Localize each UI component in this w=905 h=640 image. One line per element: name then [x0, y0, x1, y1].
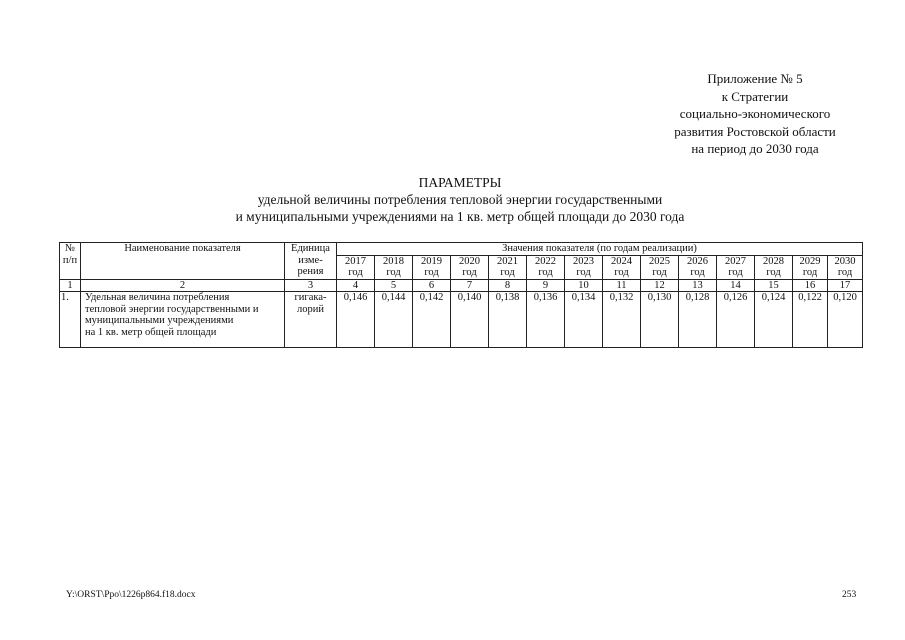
footer-file-path: Y:\ORST\Ppo\1226p864.f18.docx — [66, 590, 196, 600]
header-year-word: год — [462, 267, 477, 278]
header-year-cell — [451, 255, 489, 279]
header-year-word: год — [614, 267, 629, 278]
header-year-word: год — [837, 267, 853, 278]
row-value-cell: 0,120 — [828, 292, 863, 348]
header-year: 2022 — [535, 255, 556, 267]
column-number-cell: 11 — [603, 279, 641, 292]
row-value-cell: 0,122 — [793, 292, 828, 348]
header-year-cell — [755, 255, 793, 279]
header-row — [60, 243, 863, 256]
column-number-cell: 1 — [60, 279, 81, 292]
header-year-cell — [337, 255, 375, 279]
appendix-line: Приложение № 5 — [707, 71, 803, 86]
header-year: 2018 — [383, 255, 404, 267]
row-name-line: Удельная величина потребления — [85, 292, 230, 303]
header-year: 2020 — [459, 255, 480, 267]
header-unit-l2: изме- — [298, 254, 323, 266]
header-name-cell: Наименование показателя — [81, 243, 285, 280]
header-year: 2030 — [834, 255, 856, 267]
row-value-cell: 0,124 — [755, 292, 793, 348]
header-values-group: Значения показателя (по годам реализации) — [337, 243, 863, 256]
header-year-word: год — [802, 267, 818, 278]
header-year: 2027 — [725, 255, 746, 267]
row-value-cell: 0,142 — [413, 292, 451, 348]
header-unit-l3: рения — [297, 266, 324, 277]
title-line: и муниципальными учреждениями на 1 кв. метр общей площади до 2030 года — [235, 209, 685, 224]
header-year-word: год — [500, 267, 515, 278]
row-value-cell: 0,136 — [527, 292, 565, 348]
column-number-cell: 5 — [375, 279, 413, 292]
header-year-cell — [375, 255, 413, 279]
header-year: 2019 — [421, 255, 442, 267]
header-num-l2: п/п — [62, 254, 78, 266]
row-value-cell: 0,132 — [603, 292, 641, 348]
column-number-cell: 13 — [679, 279, 717, 292]
column-number-cell: 9 — [527, 279, 565, 292]
parameters-table — [59, 242, 863, 348]
row-name-line: на 1 кв. метр общей площади — [85, 326, 217, 338]
header-year-cell — [603, 255, 641, 279]
appendix-line: на период до 2030 года — [691, 141, 819, 156]
header-year-word: год — [728, 267, 743, 278]
header-unit-l1: Единица — [291, 243, 330, 254]
column-number-cell: 10 — [565, 279, 603, 292]
row-name-line: тепловой энергии государственными и — [85, 303, 259, 315]
header-year-word: год — [576, 267, 591, 278]
header-year: 2028 — [763, 255, 784, 267]
header-year: 2023 — [573, 255, 594, 267]
column-number-cell: 14 — [717, 279, 755, 292]
header-year-word: год — [690, 267, 705, 278]
column-number-cell: 17 — [828, 279, 863, 292]
header-year-word: год — [538, 267, 553, 278]
column-number-cell: 8 — [489, 279, 527, 292]
row-unit-cell — [285, 292, 337, 348]
document-title — [150, 174, 770, 225]
header-year-cell — [679, 255, 717, 279]
row-name-cell — [81, 292, 285, 348]
header-num-cell — [60, 243, 81, 280]
header-year-cell — [641, 255, 679, 279]
row-name-line: муниципальными учреждениями — [85, 315, 234, 326]
row-num-cell: 1. — [60, 292, 81, 348]
row-value-cell: 0,144 — [375, 292, 413, 348]
header-year-cell — [489, 255, 527, 279]
row-value-cell: 0,128 — [679, 292, 717, 348]
row-value-cell: 0,140 — [451, 292, 489, 348]
header-year: 2026 — [687, 255, 708, 267]
column-number-cell: 12 — [641, 279, 679, 292]
row-unit-l1: гигака- — [294, 292, 327, 303]
header-year: 2024 — [611, 255, 632, 267]
title-line-main: ПАРАМЕТРЫ — [418, 175, 502, 190]
column-number-cell: 3 — [285, 279, 337, 292]
header-year-cell — [793, 255, 828, 279]
header-year: 2025 — [649, 255, 670, 267]
column-number-row — [60, 279, 863, 292]
column-number-cell: 15 — [755, 279, 793, 292]
header-year: 2029 — [799, 255, 821, 267]
footer-page-number: 253 — [842, 590, 857, 600]
row-unit-l2: лорий — [297, 303, 324, 315]
column-number-cell: 4 — [337, 279, 375, 292]
header-year-cell — [527, 255, 565, 279]
row-value-cell: 0,138 — [489, 292, 527, 348]
title-line: удельной величины потребления тепловой энергии государственными — [257, 192, 663, 207]
row-value-cell: 0,146 — [337, 292, 375, 348]
header-num-l1: № — [64, 243, 76, 254]
header-unit-cell — [285, 243, 337, 280]
row-value-cell: 0,126 — [717, 292, 755, 348]
header-year-cell — [717, 255, 755, 279]
appendix-line: социально-экономического — [679, 106, 831, 121]
header-year: 2021 — [497, 255, 518, 267]
row-value-cell: 0,134 — [565, 292, 603, 348]
column-number-cell: 16 — [793, 279, 828, 292]
column-number-cell: 2 — [81, 279, 285, 292]
header-year-word: год — [348, 267, 363, 278]
header-year-word: год — [386, 267, 401, 278]
header-year-word: год — [766, 267, 781, 278]
header-year-cell — [413, 255, 451, 279]
header-year-word: год — [424, 267, 439, 278]
header-year-word: год — [652, 267, 667, 278]
header-year: 2017 — [345, 255, 366, 267]
appendix-line: к Стратегии — [721, 88, 789, 104]
appendix-heading — [640, 70, 870, 158]
appendix-line: развития Ростовской области — [674, 123, 836, 139]
header-year-cell — [828, 255, 863, 279]
table-row — [60, 292, 863, 348]
column-number-cell: 7 — [451, 279, 489, 292]
column-number-cell: 6 — [413, 279, 451, 292]
header-year-cell — [565, 255, 603, 279]
row-value-cell: 0,130 — [641, 292, 679, 348]
